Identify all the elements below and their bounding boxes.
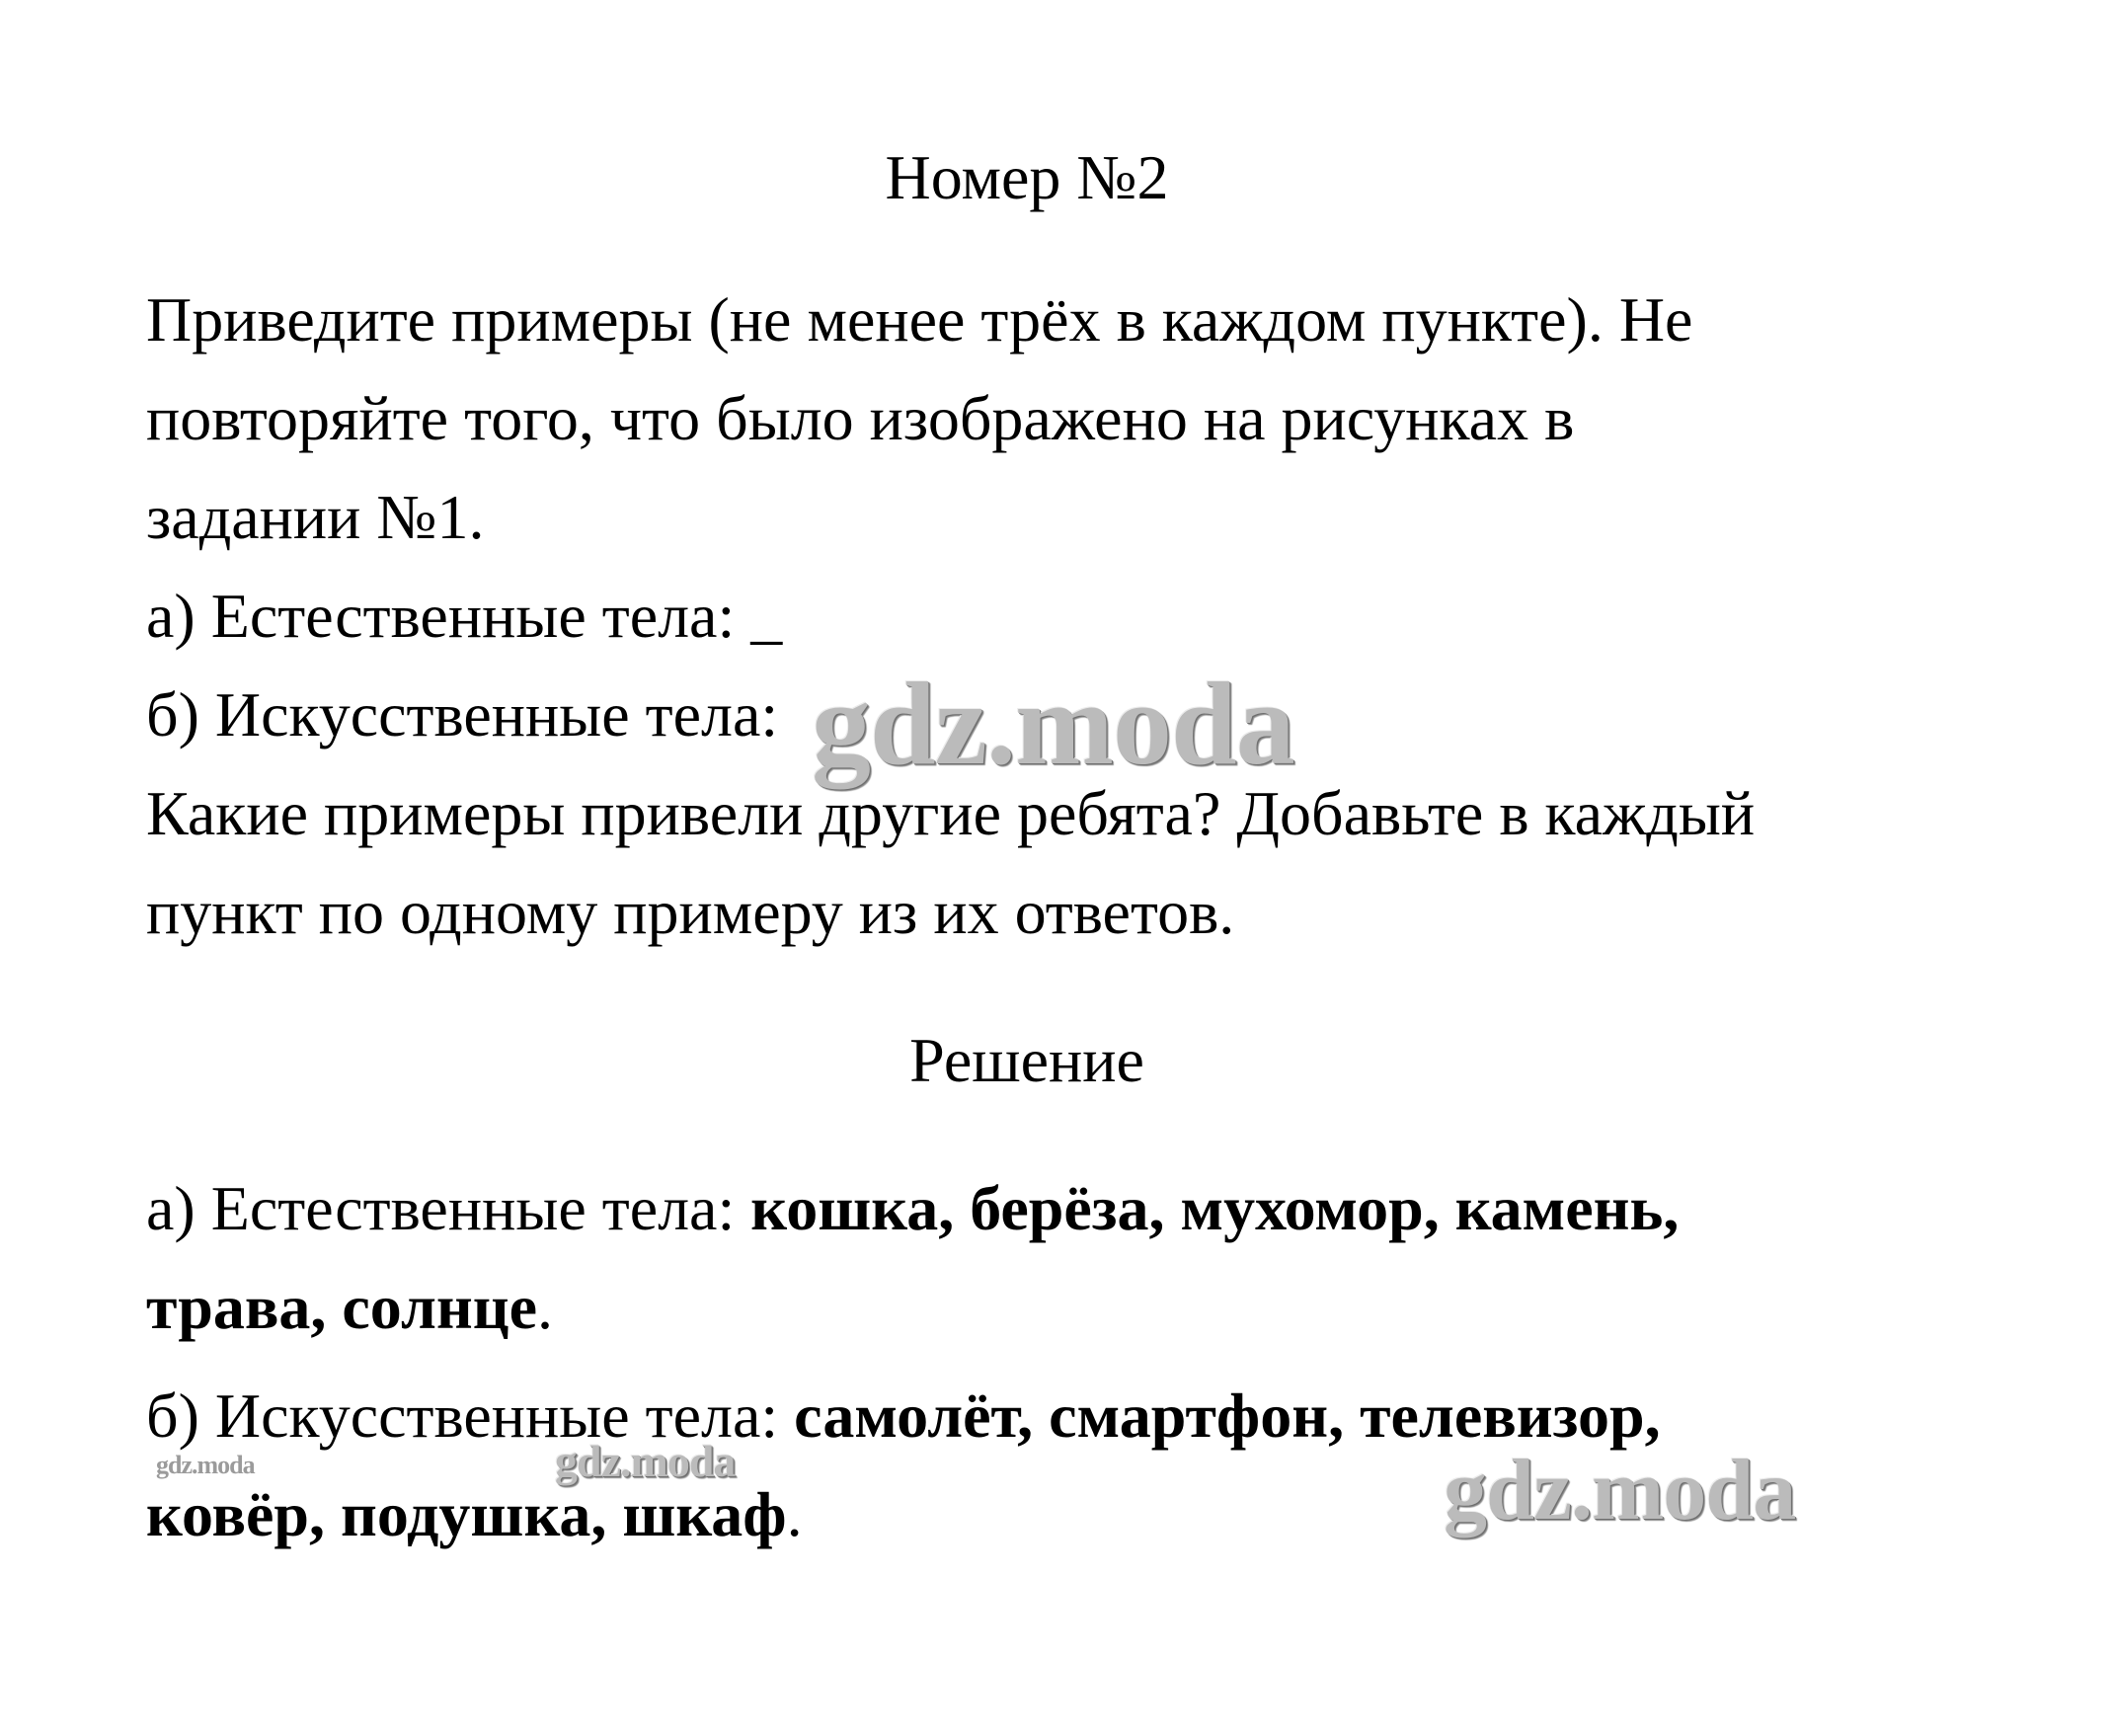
answer-a-bold-2: трава, солнце [146, 1272, 537, 1342]
problem-text-line-2: повторяйте того, что было изображено на рисунках в [146, 383, 1575, 453]
answer-b-end: . [786, 1479, 803, 1549]
answer-b-bold-1: самолёт, смартфон, телевизор, [794, 1381, 1661, 1451]
answer-a-line-1 [146, 1169, 1679, 1248]
problem-text-line-1: Приведите примеры (не менее трёх в каждом пункте). Не [146, 284, 1693, 355]
answer-b-prefix: б) Искусственные тела: [146, 1381, 795, 1451]
watermark-small: gdz.moda [156, 1451, 255, 1479]
problem-title: Номер №2 [885, 142, 1169, 212]
problem-item-a: а) Естественные тела: _ [146, 581, 783, 651]
question-line-1: Какие примеры привели другие ребята? Добавьте в каждый [146, 778, 1756, 848]
problem-item-b: б) Искусственные тела: [146, 679, 779, 750]
answer-a-bold-1: кошка, берёза, мухомор, камень, [750, 1173, 1680, 1243]
problem-text-line-3: задании №1. [146, 482, 485, 552]
question-line-2: пункт по одному примеру из их ответов. [146, 877, 1235, 947]
watermark-small-mid: gdz.moda [555, 1436, 736, 1486]
answer-b-bold-2: ковёр, подушка, шкаф [146, 1479, 787, 1549]
solution-title: Решение [909, 1025, 1144, 1095]
answer-b-line-1 [146, 1377, 1661, 1456]
answer-a-line-2 [146, 1268, 553, 1347]
watermark-medium: gdz.moda [1444, 1443, 1796, 1539]
answer-a-end: . [537, 1272, 553, 1342]
watermark-large: gdz.moda [812, 658, 1294, 789]
answer-b-line-2 [146, 1475, 803, 1554]
answer-a-prefix: а) Естественные тела: [146, 1173, 751, 1243]
